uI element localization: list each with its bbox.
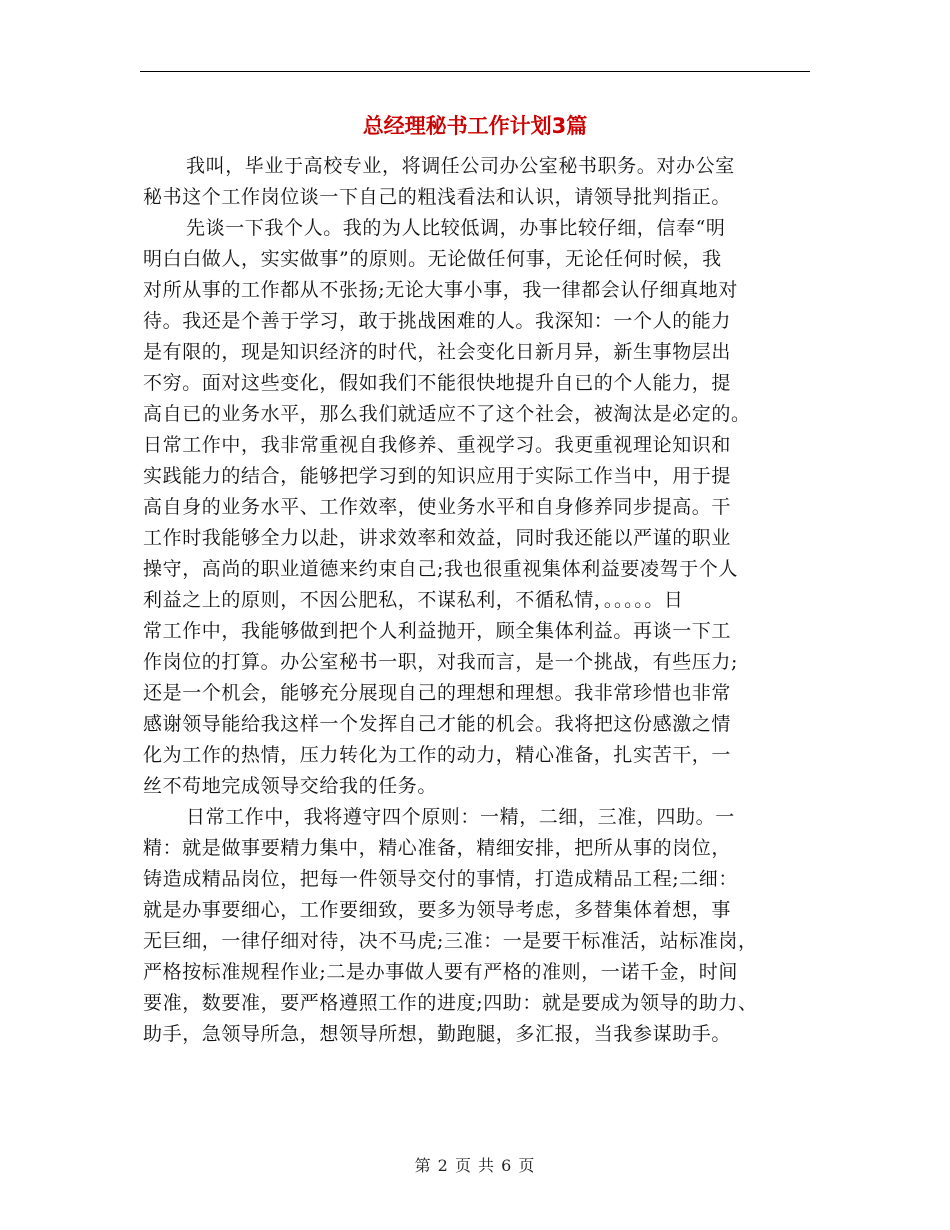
text-line: 工作时我能够全力以赴，讲求效率和效益，同时我还能以严谨的职业 bbox=[143, 527, 732, 549]
document-body bbox=[143, 151, 813, 1050]
text-line: 助手，急领导所急，想领导所想，勤跑腿，多汇报，当我参谋助手。 bbox=[143, 1023, 732, 1045]
text-line: 对所从事的工作都从不张扬;无论大事小事，我一律都会认仔细真地对 bbox=[143, 279, 739, 301]
text-line: 化为工作的热情，压力转化为工作的动力，精心准备，扎实苦干，一 bbox=[143, 744, 732, 766]
text-line: 明白白做人，实实做事”的原则。无论做任何事，无论任何时候，我 bbox=[143, 248, 722, 270]
text-line: 我叫，毕业于高校专业，将调任公司办公室秘书职务。对办公室 bbox=[186, 155, 735, 177]
text-line: 先谈一下我个人。我的为人比较低调，办事比较仔细，信奉“明 bbox=[186, 217, 726, 239]
text-line: 秘书这个工作岗位谈一下自己的粗浅看法和认识，请领导批判指正。 bbox=[143, 186, 732, 208]
text-line: 常工作中，我能够做到把个人利益抛开，顾全集体利益。再谈一下工 bbox=[143, 620, 732, 642]
text-line: 就是办事要细心，工作要细致，要多为领导考虑，多替集体着想，事 bbox=[143, 899, 732, 921]
text-line: 严格按标准规程作业;二是办事做人要有严格的准则，一诺千金，时间 bbox=[143, 961, 739, 983]
text-line: 是有限的，现是知识经济的时代，社会变化日新月异，新生事物层出 bbox=[143, 341, 732, 363]
text-line: 精：就是做事要精力集中，精心准备，精细安排，把所从事的岗位， bbox=[143, 837, 732, 859]
text-line: 丝不苟地完成领导交给我的任务。 bbox=[143, 775, 438, 797]
text-line: 日常工作中，我将遵守四个原则：一精，二细，三准，四助。一 bbox=[186, 806, 735, 828]
text-line: 高自已的业务水平，那么我们就适应不了这个社会，被淘汰是必定的。 bbox=[143, 403, 751, 425]
text-line: 待。我还是个善于学习，敢于挑战困难的人。我深知：一个人的能力 bbox=[143, 310, 732, 332]
text-line: 高自身的业务水平、工作效率，使业务水平和自身修养同步提高。干 bbox=[143, 496, 732, 518]
text-line: 还是一个机会，能够充分展现自己的理想和理想。我非常珍惜也非常 bbox=[143, 682, 732, 704]
text-line: 感谢领导能给我这样一个发挥自己才能的机会。我将把这份感激之情 bbox=[143, 713, 732, 735]
text-line: 实践能力的结合，能够把学习到的知识应用于实际工作当中，用于提 bbox=[143, 465, 732, 487]
document-title: 总经理秘书工作计划3篇 bbox=[362, 114, 588, 138]
text-line: 利益之上的原则，不因公肥私，不谋私利，不循私情，。。。。。日 bbox=[143, 589, 684, 611]
text-line: 要准，数要准，要严格遵照工作的进度;四助：就是要成为领导的助力、 bbox=[143, 992, 758, 1014]
page-number-footer: 第 2 页 共 6 页 bbox=[414, 1156, 536, 1175]
text-line: 日常工作中，我非常重视自我修养、重视学习。我更重视理论知识和 bbox=[143, 434, 732, 456]
text-line: 铸造成精品岗位，把每一件领导交付的事情，打造成精品工程;二细： bbox=[143, 868, 739, 890]
text-line: 操守，高尚的职业道德来约束自己;我也很重视集体利益要凌驾于个人 bbox=[143, 558, 739, 580]
header-rule bbox=[140, 71, 810, 72]
text-line: 作岗位的打算。办公室秘书一职，对我而言，是一个挑战，有些压力; bbox=[143, 651, 739, 673]
text-line: 无巨细，一律仔细对待，决不马虎;三准：一是要干标准活，站标准岗， bbox=[143, 930, 758, 952]
text-line: 不穷。面对这些变化，假如我们不能很快地提升自已的个人能力，提 bbox=[143, 372, 732, 394]
